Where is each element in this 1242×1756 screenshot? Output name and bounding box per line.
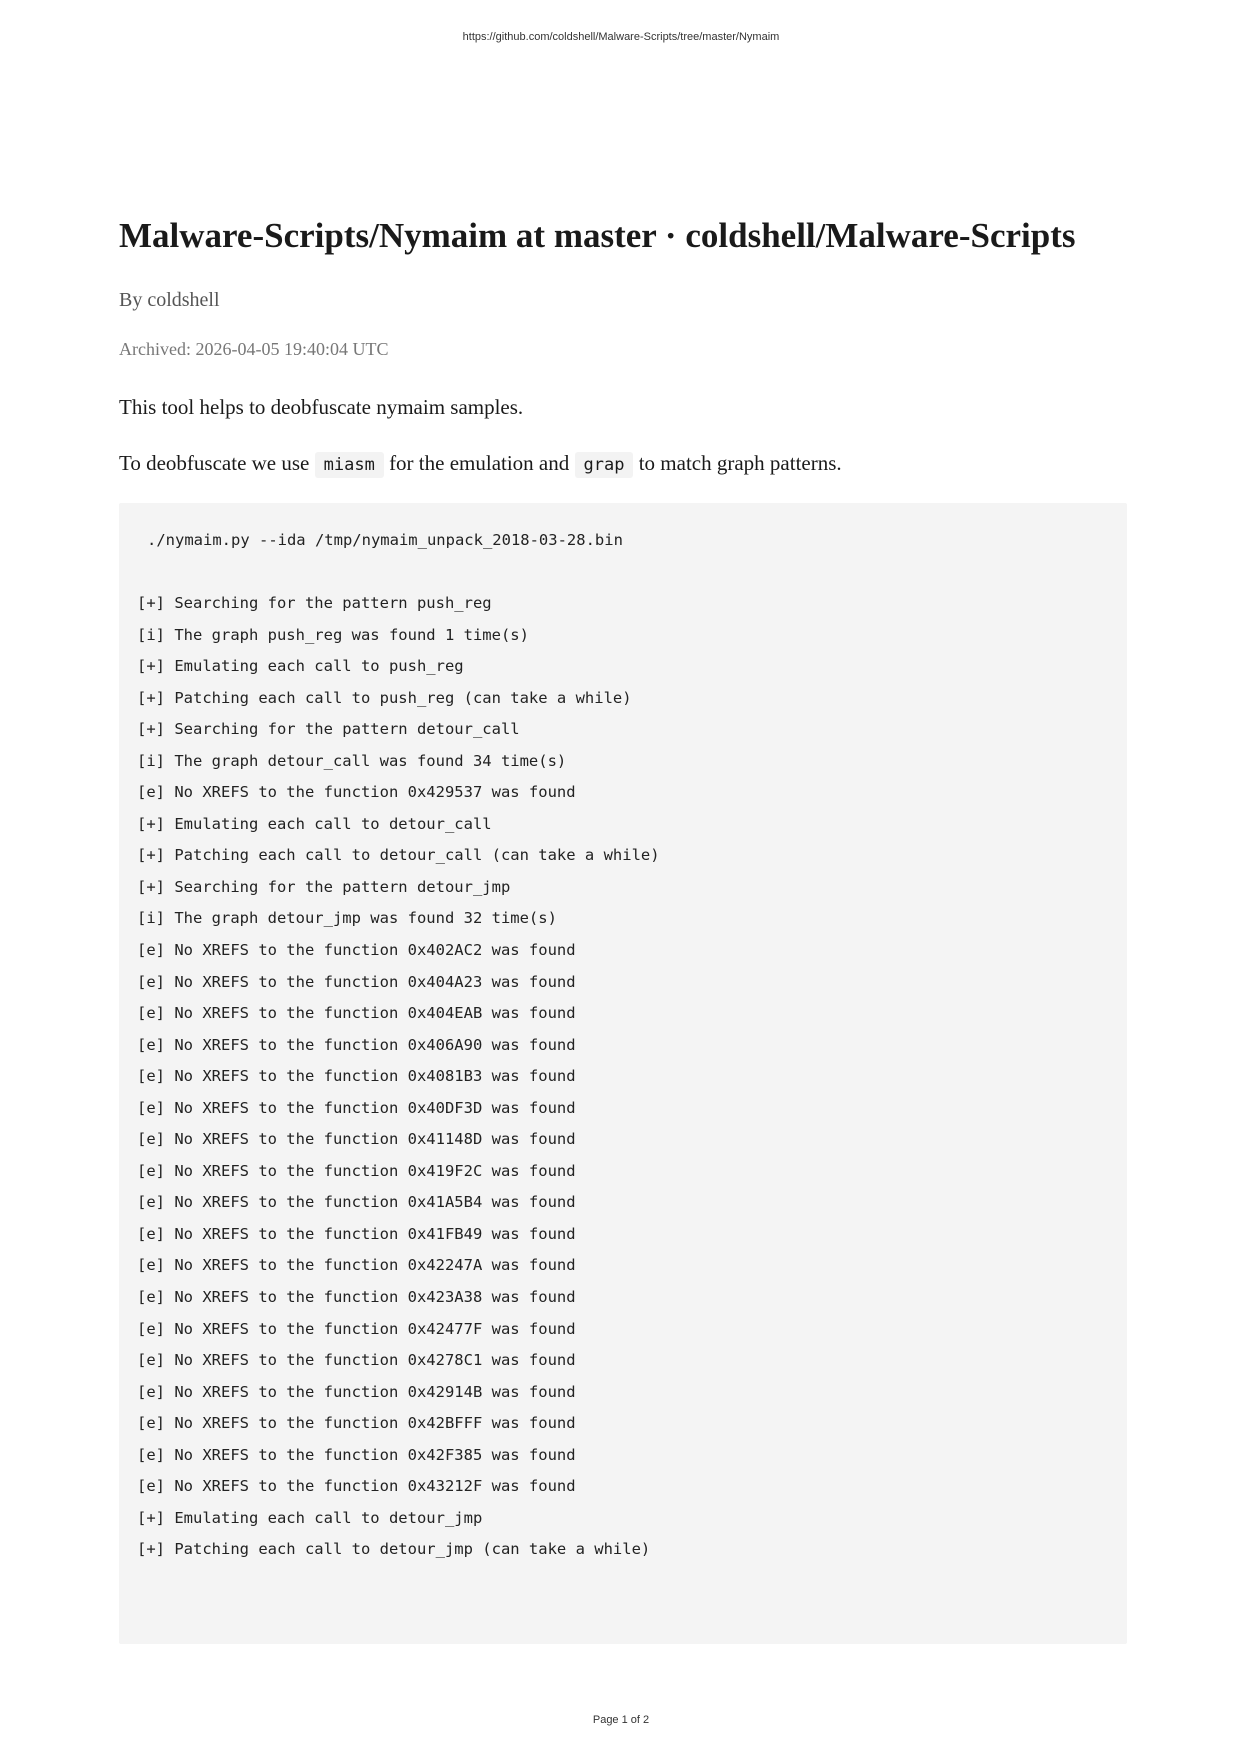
code-output-line: [e] No XREFS to the function 0x402AC2 was found	[137, 941, 576, 960]
inline-code-miasm: miasm	[315, 452, 384, 478]
code-output-line: [e] No XREFS to the function 0x42914B was found	[137, 1382, 576, 1401]
code-output-line: [e] No XREFS to the function 0x41A5B4 was found	[137, 1193, 576, 1212]
usage-text-middle: for the emulation and	[389, 451, 570, 475]
code-output-line: [e] No XREFS to the function 0x404EAB was found	[137, 1004, 576, 1023]
page-number-footer: Page 1 of 2	[592, 1714, 650, 1726]
code-output-line: [e] No XREFS to the function 0x404A23 was found	[137, 972, 576, 991]
code-output-line: [e] No XREFS to the function 0x4278C1 was found	[137, 1351, 576, 1370]
code-output-line: [e] No XREFS to the function 0x41148D was found	[137, 1130, 576, 1149]
usage-paragraph	[119, 448, 842, 480]
code-output-lines	[137, 588, 1109, 1566]
intro-paragraph: This tool helps to deobfuscate nymaim samples.	[119, 395, 524, 419]
code-output-line: [e] No XREFS to the function 0x42477F was found	[137, 1319, 576, 1338]
inline-code-grap: grap	[575, 452, 634, 478]
code-output-line: [+] Patching each call to push_reg (can take a while)	[137, 688, 632, 707]
code-output-line: [e] No XREFS to the function 0x40DF3D was found	[137, 1098, 576, 1117]
code-blank-line	[137, 557, 1109, 589]
code-output-line: [+] Emulating each call to push_reg	[137, 657, 464, 676]
code-output-line: [e] No XREFS to the function 0x429537 was found	[137, 783, 576, 802]
archived-timestamp: Archived: 2026-04-05 19:40:04 UTC	[119, 339, 389, 359]
page-title: Malware-Scripts/Nymaim at master · coldshell/Malware-Scripts	[119, 216, 1076, 255]
code-output-line: [e] No XREFS to the function 0x4081B3 was found	[137, 1067, 576, 1086]
author-byline: By coldshell	[119, 289, 220, 311]
page-url-header: https://github.com/coldshell/Malware-Scripts/tree/master/Nymaim	[462, 31, 780, 43]
code-command-line: ./nymaim.py --ida /tmp/nymaim_unpack_2018-03-28.bin	[147, 531, 623, 549]
usage-text-before: To deobfuscate we use	[119, 451, 310, 475]
code-block	[119, 503, 1127, 1644]
code-output-line: [e] No XREFS to the function 0x41FB49 was found	[137, 1224, 576, 1243]
code-output-line: [+] Patching each call to detour_call (can take a while)	[137, 846, 660, 865]
code-output-line: [e] No XREFS to the function 0x419F2C was found	[137, 1161, 576, 1180]
code-output-line: [i] The graph detour_jmp was found 32 time(s)	[137, 909, 557, 928]
code-output-line: [e] No XREFS to the function 0x42BFFF was found	[137, 1414, 576, 1433]
code-output-line: [+] Emulating each call to detour_call	[137, 814, 492, 833]
code-output-line: [i] The graph detour_call was found 34 time(s)	[137, 751, 567, 770]
code-output-line: [+] Emulating each call to detour_jmp	[137, 1508, 483, 1527]
code-output-line: [e] No XREFS to the function 0x42F385 was found	[137, 1445, 576, 1464]
code-output-line: [e] No XREFS to the function 0x42247A was found	[137, 1256, 576, 1275]
code-output-line: [i] The graph push_reg was found 1 time(s)	[137, 625, 529, 644]
code-output-line: [e] No XREFS to the function 0x43212F was found	[137, 1477, 576, 1496]
code-output-line: [e] No XREFS to the function 0x423A38 was found	[137, 1288, 576, 1307]
code-output-line: [e] No XREFS to the function 0x406A90 was found	[137, 1035, 576, 1054]
usage-text-after: to match graph patterns.	[638, 451, 842, 475]
code-output-line: [+] Patching each call to detour_jmp (can take a while)	[137, 1540, 651, 1559]
code-output-line: [+] Searching for the pattern detour_jmp	[137, 877, 511, 896]
code-output-line: [+] Searching for the pattern detour_call	[137, 720, 520, 739]
code-output-line: [+] Searching for the pattern push_reg	[137, 594, 492, 612]
